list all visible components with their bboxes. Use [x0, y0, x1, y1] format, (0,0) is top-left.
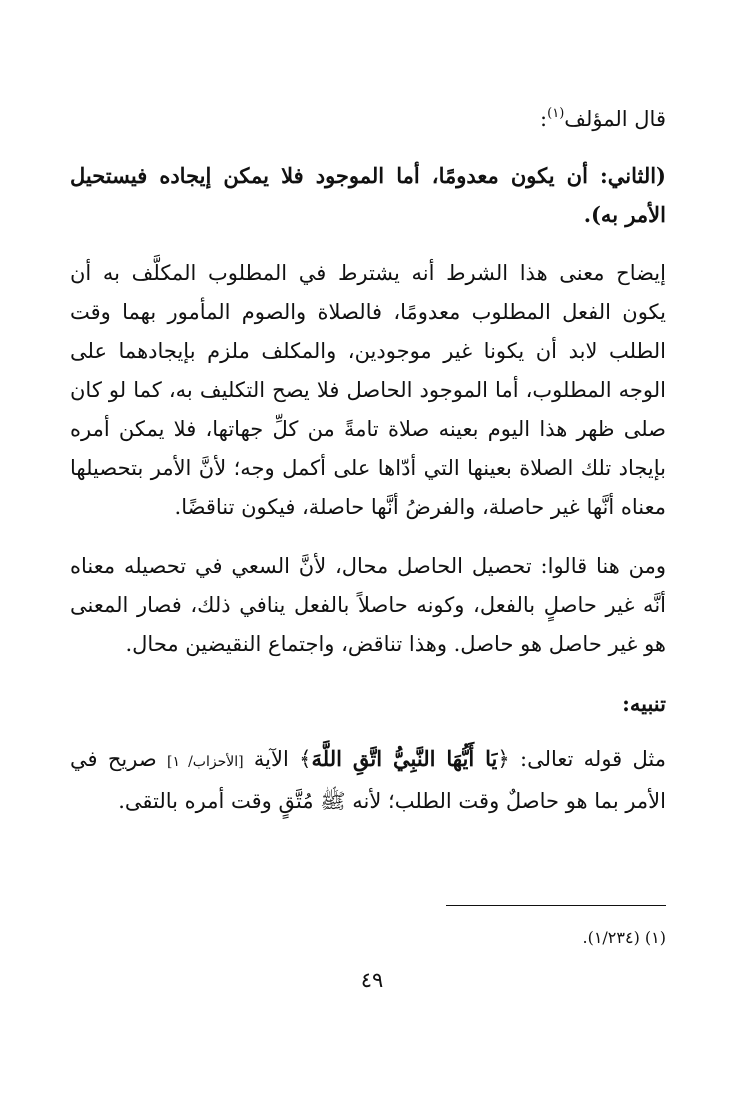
page-body	[70, 100, 666, 821]
author-colon: :	[540, 107, 548, 131]
notice-intro: مثل قوله تعالى:	[509, 747, 667, 771]
author-line	[70, 100, 666, 142]
matn-text: (الثاني: أن يكون معدومًا، أما الموجود فلا يمكن إيجاده فيستحيل الأمر به).	[70, 163, 666, 227]
notice-paragraph	[70, 739, 666, 821]
author-label: قال المؤلف	[564, 107, 666, 131]
footnote: (١) (١/٢٣٤).	[582, 928, 666, 947]
verse-brace-open: ﴿	[497, 747, 510, 771]
page-number: ٤٩	[360, 968, 384, 992]
footnote-divider	[446, 905, 666, 906]
footnote-ref: (١)	[547, 106, 565, 121]
explanation-paragraph: إيضاح معنى هذا الشرط أنه يشترط في المطلوب المكلَّف به أن يكون الفعل المطلوب معدومًا، فالصلاة والصوم المأمور بهما وقت الطلب لابد أن يكونا غير موجودين، والمكلف ملزم بإيجادهما على الوجه المطلوب، أما الموجود الحاصل فلا يصح التكليف به، كما لو كان صلى ظهر هذا اليوم بعينه صلاة تامةً من كلِّ جهاتها، فلا يمكن أمره بإيجاد تلك الصلاة بعينها التي أدّاها على أكمل وجه؛ لأنَّ الأمر بتحصيلها معناه أنَّها غير حاصلة، والفرضُ أنَّها حاصلة، فيكون تناقضًا.	[70, 261, 666, 519]
verse-word: الآية	[243, 747, 300, 771]
verse-reference: [الأحزاب/ ١]	[167, 754, 244, 770]
quran-verse: يَا أَيُّهَا النَّبِيُّ اتَّقِ اللَّهَ	[311, 746, 498, 771]
verse-brace-close: ﴾	[299, 747, 312, 771]
notice-heading: تنبيه:	[622, 691, 666, 716]
conclusion-paragraph: ومن هنا قالوا: تحصيل الحاصل محال، لأنَّ السعي في تحصيله معناه أنَّه غير حاصلٍ بالفعل، وكونه حاصلاً بالفعل ينافي ذلك، فصار المعنى هو غير حاصل هو حاصل. وهذا تناقض، واجتماع النقيضين محال.	[70, 554, 666, 656]
notice-rest: صريح في الأمر بما هو حاصلٌ وقت الطلب؛ لأنه ﷺ مُتَّقٍ وقت أمره بالتقى.	[70, 747, 666, 813]
